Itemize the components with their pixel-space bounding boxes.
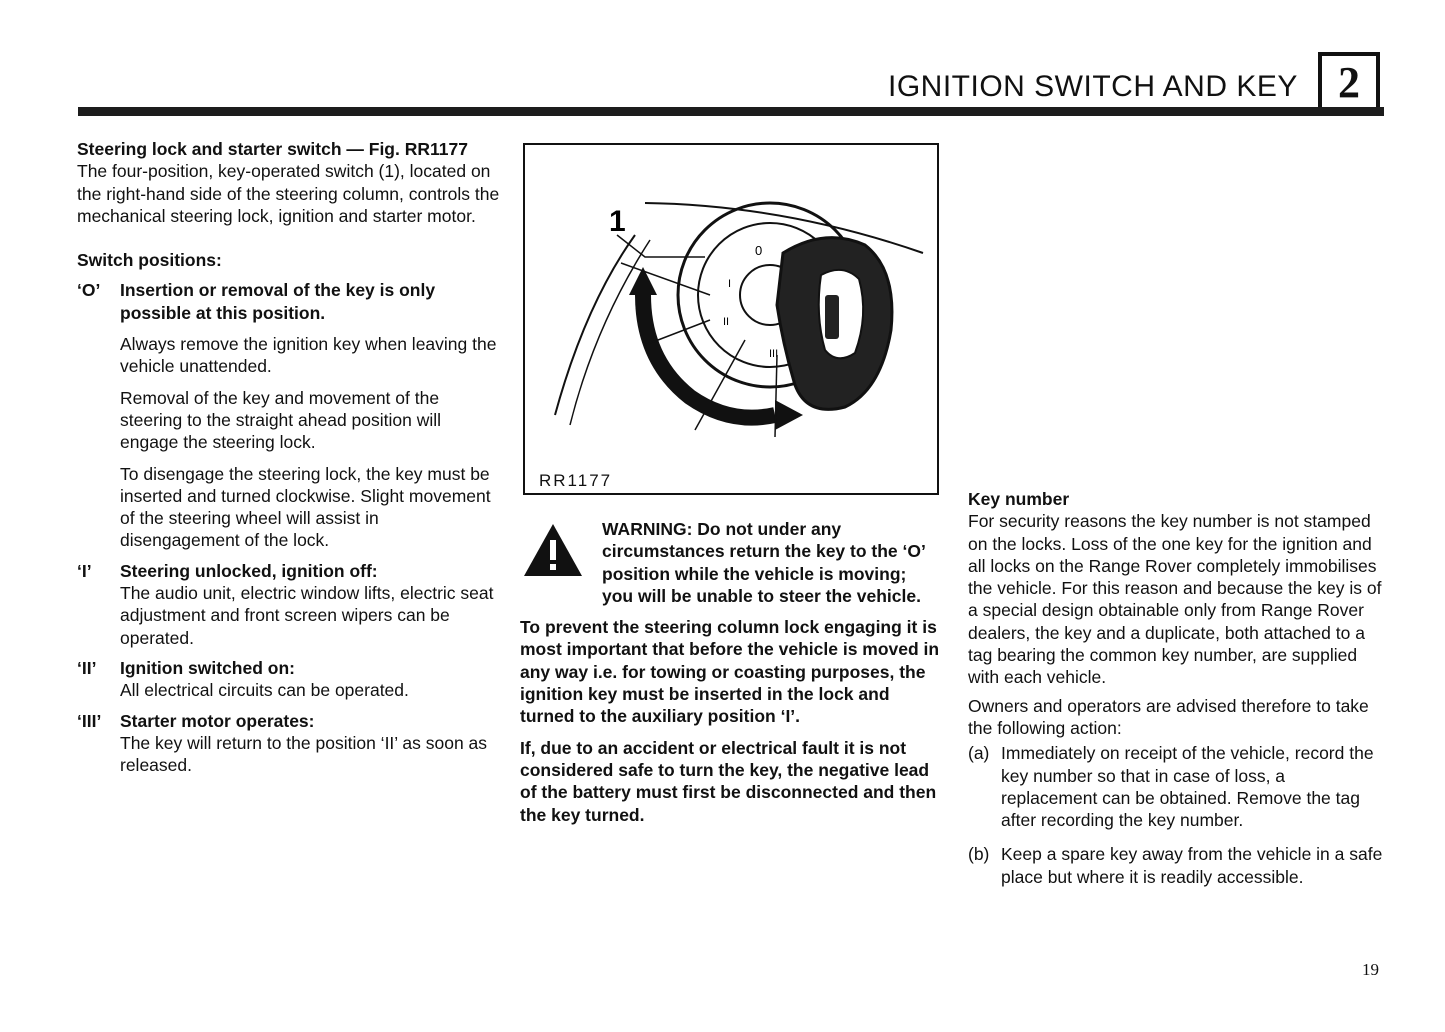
- position-body: The key will return to the position ‘II’ as soon as released.: [120, 732, 488, 776]
- key-number-heading: Key number: [968, 489, 1070, 509]
- spacer: [77, 227, 502, 249]
- towing-paragraph: To prevent the steering column lock engaging it is most important that before the vehicle is moved in any way i.e. for towing or coasting purposes, the ignition key must be inserted in the lock and turned to the auxiliary position ‘I’.: [520, 617, 940, 727]
- figure-ignition-switch: [523, 143, 939, 495]
- position-o: [77, 279, 502, 551]
- dial-label: III: [769, 348, 779, 360]
- dial-label: I: [728, 278, 732, 290]
- position-paragraph: To disengage the steering lock, the key must be inserted and turned clockwise. Slight movement of the steering wheel will assist in disengagement of the lock.: [120, 463, 491, 551]
- position-i: [77, 560, 502, 649]
- position-body: The audio unit, electric window lifts, electric seat adjustment and front screen wipers can be operated.: [120, 583, 494, 648]
- list-item: [968, 742, 1384, 831]
- warning-triangle-icon: [522, 522, 584, 578]
- list-marker: (a): [968, 743, 990, 764]
- list-item-text: Keep a spare key away from the vehicle in a safe place but where it is readily accessible.: [1001, 844, 1383, 887]
- page-number: 19: [1362, 960, 1379, 979]
- callout-number: 1: [609, 205, 626, 238]
- position-title: Steering unlocked, ignition off:: [120, 560, 378, 581]
- list-marker: (b): [968, 844, 990, 865]
- dial-label: II: [723, 316, 730, 328]
- ignition-switch-illustration: [525, 145, 941, 497]
- figure-code: RR1177: [539, 471, 613, 490]
- list-item-text: Immediately on receipt of the vehicle, record the key number so that in case of loss, a replacement can be obtained. Remove the tag after recording the key number.: [1001, 743, 1374, 831]
- position-paragraph: Always remove the ignition key when leaving the vehicle unattended.: [120, 334, 497, 377]
- accident-paragraph: If, due to an accident or electrical fault it is not considered safe to turn the key, the negative lead of the battery must first be disconnected and then the key turned.: [520, 737, 937, 825]
- column-steering-lock: [77, 138, 502, 776]
- position-iii: [77, 710, 502, 777]
- header-rule: [78, 107, 1384, 116]
- position-body: All electrical circuits can be operated.: [120, 680, 409, 701]
- chapter-number: 2: [1318, 52, 1380, 114]
- position-title: Insertion or removal of the key is only possible at this position.: [120, 280, 436, 323]
- position-title: Starter motor operates:: [120, 710, 315, 731]
- section-title: IGNITION SWITCH AND KEY: [888, 70, 1298, 103]
- column-warning: [520, 518, 942, 826]
- warning-text: WARNING: Do not under any circumstances return the key to the ‘O’ position while the vehicle is moving; you will be unable to steer the vehicle.: [602, 519, 925, 606]
- steering-lock-intro: The four-position, key-operated switch (1), located on the right-hand side of the steering column, controls the mechanical steering lock, ignition and starter motor.: [77, 161, 500, 226]
- position-label: ‘II’: [77, 657, 97, 678]
- dial-label: 0: [755, 243, 763, 258]
- steering-lock-heading: Steering lock and starter switch — Fig. RR1177: [77, 139, 468, 159]
- position-ii: [77, 657, 502, 702]
- position-label: ‘III’: [77, 710, 102, 731]
- column-key-number: [968, 488, 1384, 888]
- list-item: [968, 843, 1384, 888]
- position-label: ‘O’: [77, 280, 101, 301]
- switch-positions-heading: Switch positions:: [77, 250, 222, 271]
- advice-paragraph: Owners and operators are advised therefore to take the following action:: [968, 695, 1369, 738]
- position-title: Ignition switched on:: [120, 657, 295, 678]
- key-number-paragraph: For security reasons the key number is not stamped on the locks. Loss of the one key for the ignition and all locks on the Range Rover completely immobilises the vehicle. For this reason and because the key is of a special design obtainable only from Range Rover dealers, the key and a duplicate, both attached to a tag bearing the common key number, are supplied with each vehicle.: [968, 511, 1382, 688]
- position-paragraph: Removal of the key and movement of the steering to the straight ahead position will engage the steering lock.: [120, 387, 442, 453]
- position-label: ‘I’: [77, 560, 92, 581]
